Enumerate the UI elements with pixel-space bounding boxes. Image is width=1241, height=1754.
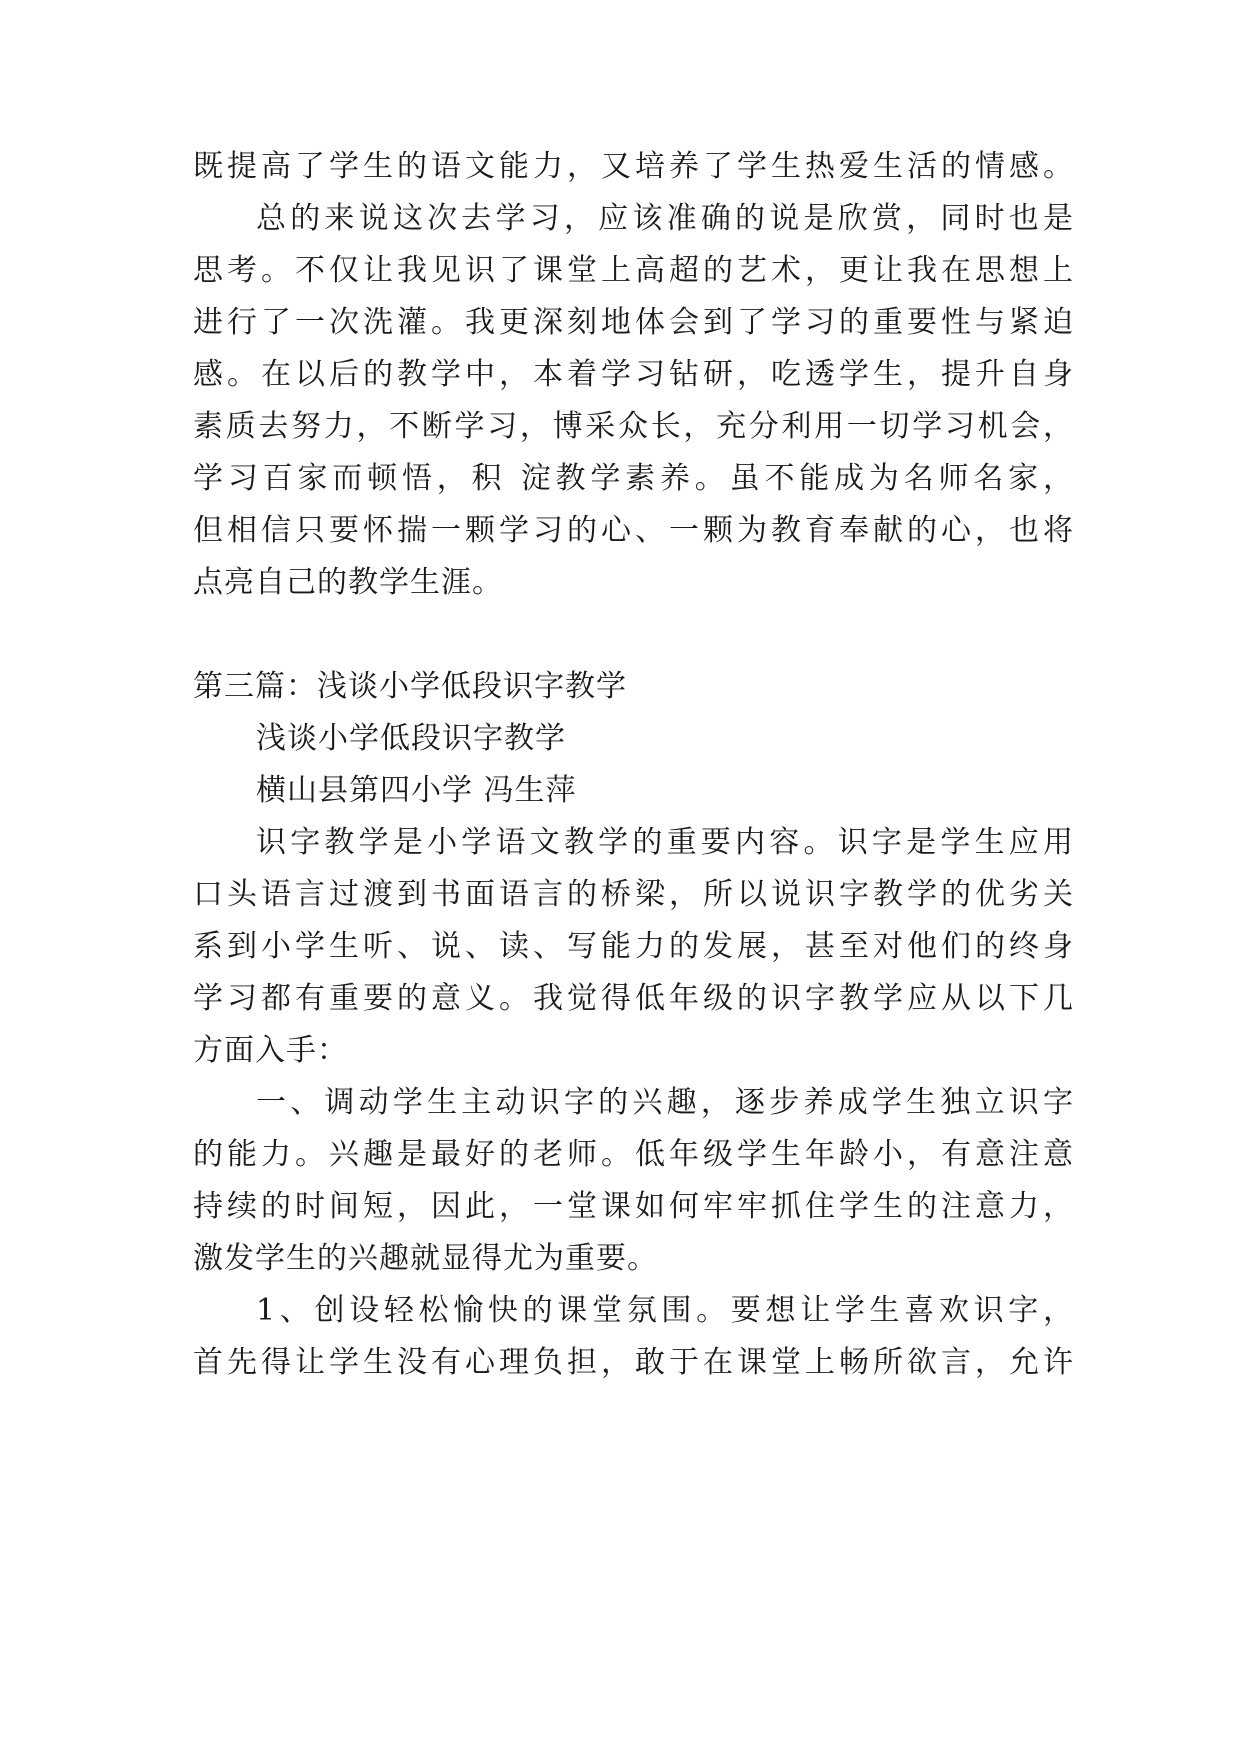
text-line: 素质去努力，不断学习，博采众长，充分利用一切学习机会， [193, 409, 1073, 444]
text-line: 系到小学生听、说、读、写能力的发展，甚至对他们的终身 [193, 929, 1073, 964]
text-line: 激发学生的兴趣就显得尤为重要。 [193, 1241, 658, 1276]
text-line: 点亮自己的教学生涯。 [193, 565, 503, 600]
article-title: 浅谈小学低段识字教学 [256, 721, 566, 756]
section-heading: 第三篇：浅谈小学低段识字教学 [193, 669, 627, 704]
text-line: 持续的时间短，因此，一堂课如何牢牢抓住学生的注意力， [193, 1189, 1073, 1224]
article-author: 横山县第四小学 冯生萍 [256, 773, 577, 808]
text-line: 口头语言过渡到书面语言的桥梁，所以说识字教学的优劣关 [193, 877, 1073, 912]
text-line: 感。在以后的教学中，本着学习钻研，吃透学生，提升自身 [193, 357, 1073, 392]
text-line: 学习百家而顿悟，积 淀教学素养。虽不能成为名师名家， [193, 461, 1073, 496]
text-line: 总的来说这次去学习，应该准确的说是欣赏，同时也是 [256, 201, 1073, 236]
text-line: 方面入手： [193, 1033, 348, 1068]
text-line: 进行了一次洗灌。我更深刻地体会到了学习的重要性与紧迫 [193, 305, 1073, 340]
text-line: 识字教学是小学语文教学的重要内容。识字是学生应用 [256, 825, 1073, 860]
text-line: 首先得让学生没有心理负担，敢于在课堂上畅所欲言，允许 [193, 1345, 1073, 1380]
text-line: 既提高了学生的语文能力，又培养了学生热爱生活的情感。 [193, 149, 1073, 184]
text-line: 思考。不仅让我见识了课堂上高超的艺术，更让我在思想上 [193, 253, 1073, 288]
text-line: 一、调动学生主动识字的兴趣，逐步养成学生独立识字 [256, 1085, 1073, 1120]
text-line: 的能力。兴趣是最好的老师。低年级学生年龄小，有意注意 [193, 1137, 1073, 1172]
text-line: 1、创设轻松愉快的课堂氛围。要想让学生喜欢识字， [256, 1293, 1073, 1328]
text-line: 但相信只要怀揣一颗学习的心、一颗为教育奉献的心，也将 [193, 513, 1073, 548]
text-line: 学习都有重要的意义。我觉得低年级的识字教学应从以下几 [193, 981, 1073, 1016]
